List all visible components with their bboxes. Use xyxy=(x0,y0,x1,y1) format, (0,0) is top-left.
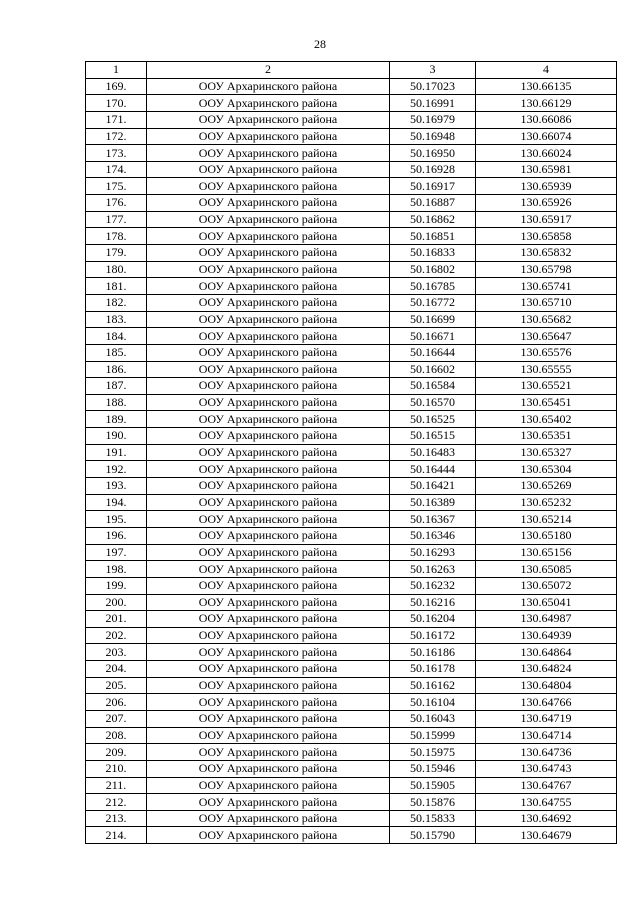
table-row xyxy=(86,344,617,361)
row-number-cell: 174. xyxy=(86,161,147,178)
row-number-cell: 207. xyxy=(86,710,147,727)
table-row xyxy=(86,311,617,328)
latitude-cell: 50.16204 xyxy=(390,611,476,628)
latitude-cell: 50.15975 xyxy=(390,744,476,761)
row-number-cell: 214. xyxy=(86,827,147,844)
organization-cell: ООУ Архаринского района xyxy=(147,328,390,345)
row-number-cell: 188. xyxy=(86,394,147,411)
table-row xyxy=(86,261,617,278)
latitude-cell: 50.16104 xyxy=(390,694,476,711)
organization-cell: ООУ Архаринского района xyxy=(147,344,390,361)
table-row xyxy=(86,361,617,378)
row-number-cell: 184. xyxy=(86,328,147,345)
table-row xyxy=(86,245,617,262)
latitude-cell: 50.16570 xyxy=(390,394,476,411)
longitude-cell: 130.64719 xyxy=(476,710,617,727)
table-row xyxy=(86,78,617,95)
longitude-cell: 130.65798 xyxy=(476,261,617,278)
latitude-cell: 50.16887 xyxy=(390,195,476,212)
table-row xyxy=(86,444,617,461)
organization-cell: ООУ Архаринского района xyxy=(147,161,390,178)
row-number-cell: 182. xyxy=(86,294,147,311)
coordinates-table xyxy=(85,61,617,844)
longitude-cell: 130.65710 xyxy=(476,294,617,311)
organization-cell: ООУ Архаринского района xyxy=(147,311,390,328)
longitude-cell: 130.66086 xyxy=(476,111,617,128)
longitude-cell: 130.65741 xyxy=(476,278,617,295)
longitude-cell: 130.65214 xyxy=(476,511,617,528)
longitude-cell: 130.64767 xyxy=(476,777,617,794)
latitude-cell: 50.16263 xyxy=(390,561,476,578)
longitude-cell: 130.65085 xyxy=(476,561,617,578)
table-row xyxy=(86,760,617,777)
table-row xyxy=(86,644,617,661)
table-row xyxy=(86,378,617,395)
longitude-cell: 130.65304 xyxy=(476,461,617,478)
latitude-cell: 50.16293 xyxy=(390,544,476,561)
table-body xyxy=(86,78,617,843)
organization-cell: ООУ Архаринского района xyxy=(147,195,390,212)
row-number-cell: 200. xyxy=(86,594,147,611)
latitude-cell: 50.16979 xyxy=(390,111,476,128)
organization-cell: ООУ Архаринского района xyxy=(147,611,390,628)
organization-cell: ООУ Архаринского района xyxy=(147,677,390,694)
latitude-cell: 50.16172 xyxy=(390,627,476,644)
latitude-cell: 50.15946 xyxy=(390,760,476,777)
row-number-cell: 193. xyxy=(86,478,147,495)
table-header-row xyxy=(86,62,617,79)
longitude-cell: 130.65858 xyxy=(476,228,617,245)
table-row xyxy=(86,511,617,528)
organization-cell: ООУ Архаринского района xyxy=(147,760,390,777)
organization-cell: ООУ Архаринского района xyxy=(147,178,390,195)
row-number-cell: 180. xyxy=(86,261,147,278)
header-cell-1: 1 xyxy=(86,62,147,79)
longitude-cell: 130.64714 xyxy=(476,727,617,744)
longitude-cell: 130.64679 xyxy=(476,827,617,844)
row-number-cell: 170. xyxy=(86,95,147,112)
longitude-cell: 130.65917 xyxy=(476,211,617,228)
latitude-cell: 50.16389 xyxy=(390,494,476,511)
header-cell-4: 4 xyxy=(476,62,617,79)
latitude-cell: 50.16851 xyxy=(390,228,476,245)
table-row xyxy=(86,394,617,411)
organization-cell: ООУ Архаринского района xyxy=(147,228,390,245)
longitude-cell: 130.66135 xyxy=(476,78,617,95)
table-row xyxy=(86,694,617,711)
longitude-cell: 130.65269 xyxy=(476,478,617,495)
longitude-cell: 130.64692 xyxy=(476,810,617,827)
latitude-cell: 50.16950 xyxy=(390,145,476,162)
row-number-cell: 208. xyxy=(86,727,147,744)
table-row xyxy=(86,727,617,744)
row-number-cell: 201. xyxy=(86,611,147,628)
table-row xyxy=(86,777,617,794)
latitude-cell: 50.16232 xyxy=(390,577,476,594)
latitude-cell: 50.16602 xyxy=(390,361,476,378)
table-row xyxy=(86,461,617,478)
organization-cell: ООУ Архаринского района xyxy=(147,627,390,644)
latitude-cell: 50.16862 xyxy=(390,211,476,228)
table-row xyxy=(86,478,617,495)
table-row xyxy=(86,161,617,178)
longitude-cell: 130.66129 xyxy=(476,95,617,112)
table-row xyxy=(86,827,617,844)
latitude-cell: 50.15999 xyxy=(390,727,476,744)
table-row xyxy=(86,111,617,128)
table-row xyxy=(86,677,617,694)
organization-cell: ООУ Архаринского района xyxy=(147,78,390,95)
latitude-cell: 50.16833 xyxy=(390,245,476,262)
longitude-cell: 130.65180 xyxy=(476,527,617,544)
table-row xyxy=(86,278,617,295)
latitude-cell: 50.16186 xyxy=(390,644,476,661)
organization-cell: ООУ Архаринского района xyxy=(147,544,390,561)
table-row xyxy=(86,294,617,311)
table-row xyxy=(86,594,617,611)
row-number-cell: 175. xyxy=(86,178,147,195)
row-number-cell: 196. xyxy=(86,527,147,544)
latitude-cell: 50.16515 xyxy=(390,428,476,445)
table-row xyxy=(86,810,617,827)
latitude-cell: 50.16421 xyxy=(390,478,476,495)
longitude-cell: 130.64743 xyxy=(476,760,617,777)
table-row xyxy=(86,428,617,445)
longitude-cell: 130.65981 xyxy=(476,161,617,178)
latitude-cell: 50.16699 xyxy=(390,311,476,328)
row-number-cell: 191. xyxy=(86,444,147,461)
table-row xyxy=(86,195,617,212)
longitude-cell: 130.65682 xyxy=(476,311,617,328)
row-number-cell: 179. xyxy=(86,245,147,262)
organization-cell: ООУ Архаринского района xyxy=(147,245,390,262)
organization-cell: ООУ Архаринского района xyxy=(147,111,390,128)
organization-cell: ООУ Архаринского района xyxy=(147,561,390,578)
latitude-cell: 50.15905 xyxy=(390,777,476,794)
organization-cell: ООУ Архаринского района xyxy=(147,594,390,611)
row-number-cell: 195. xyxy=(86,511,147,528)
longitude-cell: 130.65832 xyxy=(476,245,617,262)
row-number-cell: 177. xyxy=(86,211,147,228)
latitude-cell: 50.16483 xyxy=(390,444,476,461)
row-number-cell: 194. xyxy=(86,494,147,511)
row-number-cell: 183. xyxy=(86,311,147,328)
organization-cell: ООУ Архаринского района xyxy=(147,827,390,844)
organization-cell: ООУ Архаринского района xyxy=(147,727,390,744)
row-number-cell: 205. xyxy=(86,677,147,694)
longitude-cell: 130.64766 xyxy=(476,694,617,711)
organization-cell: ООУ Архаринского района xyxy=(147,644,390,661)
longitude-cell: 130.65521 xyxy=(476,378,617,395)
table-row xyxy=(86,494,617,511)
latitude-cell: 50.16367 xyxy=(390,511,476,528)
row-number-cell: 202. xyxy=(86,627,147,644)
page-number: 28 xyxy=(314,37,326,51)
longitude-cell: 130.64864 xyxy=(476,644,617,661)
longitude-cell: 130.64755 xyxy=(476,794,617,811)
header-cell-2: 2 xyxy=(147,62,390,79)
organization-cell: ООУ Архаринского района xyxy=(147,810,390,827)
table-row xyxy=(86,611,617,628)
row-number-cell: 178. xyxy=(86,228,147,245)
longitude-cell: 130.65232 xyxy=(476,494,617,511)
row-number-cell: 185. xyxy=(86,344,147,361)
table-row xyxy=(86,627,617,644)
longitude-cell: 130.65072 xyxy=(476,577,617,594)
latitude-cell: 50.16216 xyxy=(390,594,476,611)
longitude-cell: 130.66074 xyxy=(476,128,617,145)
latitude-cell: 50.16644 xyxy=(390,344,476,361)
organization-cell: ООУ Архаринского района xyxy=(147,411,390,428)
longitude-cell: 130.66024 xyxy=(476,145,617,162)
row-number-cell: 190. xyxy=(86,428,147,445)
longitude-cell: 130.65926 xyxy=(476,195,617,212)
row-number-cell: 212. xyxy=(86,794,147,811)
table-row xyxy=(86,145,617,162)
organization-cell: ООУ Архаринского района xyxy=(147,694,390,711)
organization-cell: ООУ Архаринского района xyxy=(147,145,390,162)
row-number-cell: 181. xyxy=(86,278,147,295)
longitude-cell: 130.65939 xyxy=(476,178,617,195)
row-number-cell: 186. xyxy=(86,361,147,378)
longitude-cell: 130.65351 xyxy=(476,428,617,445)
table-row xyxy=(86,710,617,727)
latitude-cell: 50.16162 xyxy=(390,677,476,694)
row-number-cell: 199. xyxy=(86,577,147,594)
organization-cell: ООУ Архаринского района xyxy=(147,428,390,445)
table-row xyxy=(86,661,617,678)
organization-cell: ООУ Архаринского района xyxy=(147,361,390,378)
row-number-cell: 197. xyxy=(86,544,147,561)
longitude-cell: 130.64987 xyxy=(476,611,617,628)
organization-cell: ООУ Архаринского района xyxy=(147,661,390,678)
row-number-cell: 176. xyxy=(86,195,147,212)
row-number-cell: 211. xyxy=(86,777,147,794)
longitude-cell: 130.65576 xyxy=(476,344,617,361)
row-number-cell: 198. xyxy=(86,561,147,578)
row-number-cell: 204. xyxy=(86,661,147,678)
organization-cell: ООУ Архаринского района xyxy=(147,394,390,411)
organization-cell: ООУ Архаринского района xyxy=(147,511,390,528)
header-cell-3: 3 xyxy=(390,62,476,79)
latitude-cell: 50.16178 xyxy=(390,661,476,678)
organization-cell: ООУ Архаринского района xyxy=(147,444,390,461)
organization-cell: ООУ Архаринского района xyxy=(147,461,390,478)
latitude-cell: 50.17023 xyxy=(390,78,476,95)
latitude-cell: 50.16043 xyxy=(390,710,476,727)
row-number-cell: 189. xyxy=(86,411,147,428)
longitude-cell: 130.64939 xyxy=(476,627,617,644)
latitude-cell: 50.15790 xyxy=(390,827,476,844)
organization-cell: ООУ Архаринского района xyxy=(147,261,390,278)
row-number-cell: 206. xyxy=(86,694,147,711)
table-row xyxy=(86,128,617,145)
row-number-cell: 173. xyxy=(86,145,147,162)
table-row xyxy=(86,527,617,544)
table-row xyxy=(86,561,617,578)
latitude-cell: 50.16525 xyxy=(390,411,476,428)
table-row xyxy=(86,577,617,594)
row-number-cell: 213. xyxy=(86,810,147,827)
organization-cell: ООУ Архаринского района xyxy=(147,378,390,395)
latitude-cell: 50.16948 xyxy=(390,128,476,145)
table-row xyxy=(86,328,617,345)
row-number-cell: 171. xyxy=(86,111,147,128)
organization-cell: ООУ Архаринского района xyxy=(147,211,390,228)
row-number-cell: 172. xyxy=(86,128,147,145)
latitude-cell: 50.16802 xyxy=(390,261,476,278)
row-number-cell: 169. xyxy=(86,78,147,95)
organization-cell: ООУ Архаринского района xyxy=(147,494,390,511)
organization-cell: ООУ Архаринского района xyxy=(147,744,390,761)
longitude-cell: 130.65327 xyxy=(476,444,617,461)
table-row xyxy=(86,211,617,228)
organization-cell: ООУ Архаринского района xyxy=(147,278,390,295)
latitude-cell: 50.16917 xyxy=(390,178,476,195)
table-row xyxy=(86,228,617,245)
latitude-cell: 50.16785 xyxy=(390,278,476,295)
row-number-cell: 187. xyxy=(86,378,147,395)
row-number-cell: 203. xyxy=(86,644,147,661)
table-row xyxy=(86,178,617,195)
latitude-cell: 50.16671 xyxy=(390,328,476,345)
table-row xyxy=(86,95,617,112)
longitude-cell: 130.65041 xyxy=(476,594,617,611)
latitude-cell: 50.16444 xyxy=(390,461,476,478)
row-number-cell: 210. xyxy=(86,760,147,777)
row-number-cell: 209. xyxy=(86,744,147,761)
table-row xyxy=(86,544,617,561)
longitude-cell: 130.64804 xyxy=(476,677,617,694)
longitude-cell: 130.65451 xyxy=(476,394,617,411)
row-number-cell: 192. xyxy=(86,461,147,478)
latitude-cell: 50.15876 xyxy=(390,794,476,811)
latitude-cell: 50.16772 xyxy=(390,294,476,311)
organization-cell: ООУ Архаринского района xyxy=(147,128,390,145)
longitude-cell: 130.65647 xyxy=(476,328,617,345)
latitude-cell: 50.16928 xyxy=(390,161,476,178)
table-row xyxy=(86,794,617,811)
organization-cell: ООУ Архаринского района xyxy=(147,527,390,544)
longitude-cell: 130.65555 xyxy=(476,361,617,378)
table-row xyxy=(86,411,617,428)
latitude-cell: 50.16346 xyxy=(390,527,476,544)
organization-cell: ООУ Архаринского района xyxy=(147,294,390,311)
table-row xyxy=(86,744,617,761)
latitude-cell: 50.16584 xyxy=(390,378,476,395)
organization-cell: ООУ Архаринского района xyxy=(147,577,390,594)
latitude-cell: 50.16991 xyxy=(390,95,476,112)
organization-cell: ООУ Архаринского района xyxy=(147,794,390,811)
organization-cell: ООУ Архаринского района xyxy=(147,95,390,112)
latitude-cell: 50.15833 xyxy=(390,810,476,827)
longitude-cell: 130.65402 xyxy=(476,411,617,428)
organization-cell: ООУ Архаринского района xyxy=(147,777,390,794)
longitude-cell: 130.64736 xyxy=(476,744,617,761)
longitude-cell: 130.65156 xyxy=(476,544,617,561)
longitude-cell: 130.64824 xyxy=(476,661,617,678)
organization-cell: ООУ Архаринского района xyxy=(147,710,390,727)
organization-cell: ООУ Архаринского района xyxy=(147,478,390,495)
